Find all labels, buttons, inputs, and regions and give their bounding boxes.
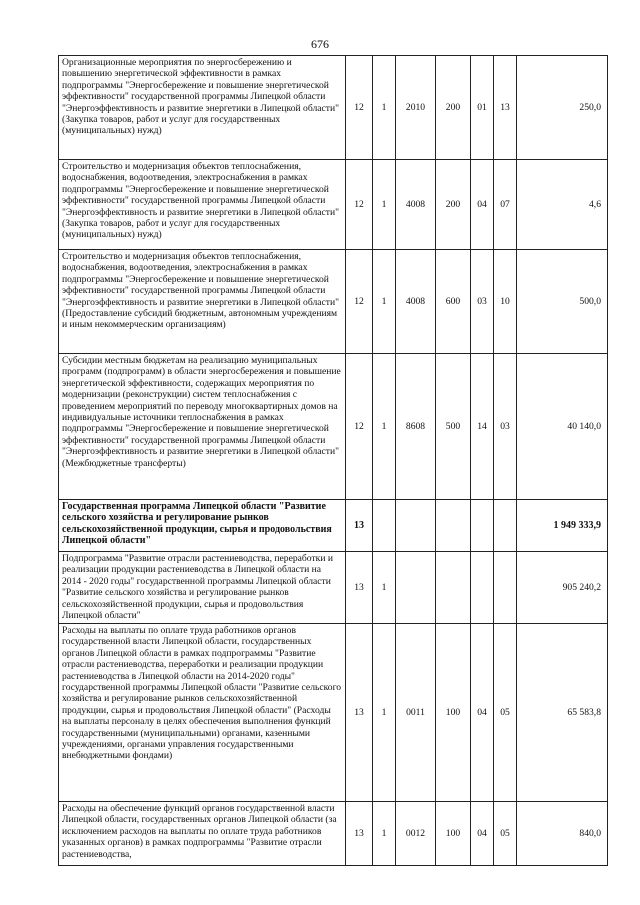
row-code-c6: 03 (494, 354, 517, 500)
row-code-c1: 12 (346, 250, 373, 354)
table-row (59, 624, 608, 802)
row-code-c1: 13 (346, 500, 373, 552)
row-code-c2: 1 (373, 802, 396, 866)
row-code-c3 (396, 500, 436, 552)
row-amount: 4,6 (517, 160, 608, 250)
row-code-c3: 4008 (396, 250, 436, 354)
row-code-c3: 8608 (396, 354, 436, 500)
row-code-c1: 12 (346, 56, 373, 160)
row-code-c4: 100 (436, 624, 471, 802)
row-code-c6 (494, 552, 517, 624)
row-code-c2: 1 (373, 354, 396, 500)
row-description: Расходы на выплаты по оплате труда работников органов государственной власти Липецкой области, государственных органов Липецкой области в рамках подпрограммы "Развитие отрасли растениеводства, переработки и реализации продукции растениеводства в Липецкой области на 2014-2020 годы" государственной программы Липецкой области "Развитие сельского хозяйства и регулирование рынков сельскохозяйственной продукции, сырья и продовольствия Липецкой области" (Расходы на выплаты персоналу в целях обеспечения выполнения функций государственными (муниципальными) органами, казенными учреждениями, органами управления государственными внебюджетными фондами) (59, 624, 346, 802)
row-code-c3 (396, 552, 436, 624)
table-row (59, 250, 608, 354)
row-amount: 1 949 333,9 (517, 500, 608, 552)
row-code-c5: 01 (471, 56, 494, 160)
table-row (59, 500, 608, 552)
row-code-c6: 05 (494, 802, 517, 866)
table-row (59, 56, 608, 160)
row-code-c4: 600 (436, 250, 471, 354)
row-code-c2: 1 (373, 56, 396, 160)
row-code-c6: 05 (494, 624, 517, 802)
page-number: 676 (311, 37, 329, 51)
row-code-c6: 10 (494, 250, 517, 354)
budget-table (58, 55, 608, 866)
row-code-c6: 07 (494, 160, 517, 250)
row-description: Расходы на обеспечение функций органов государственной власти Липецкой области, государственных органов Липецкой области (за исключением расходов на выплаты по оплате труда работников указанных органов) в рамках подпрограммы "Развитие отрасли растениеводства, (59, 802, 346, 866)
row-code-c2: 1 (373, 624, 396, 802)
row-amount: 500,0 (517, 250, 608, 354)
row-amount: 250,0 (517, 56, 608, 160)
row-code-c1: 13 (346, 802, 373, 866)
row-amount: 65 583,8 (517, 624, 608, 802)
row-code-c4: 100 (436, 802, 471, 866)
row-code-c2: 1 (373, 160, 396, 250)
row-code-c5: 04 (471, 160, 494, 250)
row-code-c4: 200 (436, 160, 471, 250)
table-row (59, 160, 608, 250)
row-code-c3: 4008 (396, 160, 436, 250)
row-code-c1: 12 (346, 160, 373, 250)
row-code-c3: 2010 (396, 56, 436, 160)
row-code-c1: 13 (346, 624, 373, 802)
row-code-c5: 03 (471, 250, 494, 354)
row-code-c4: 500 (436, 354, 471, 500)
row-description: Строительство и модернизация объектов теплоснабжения, водоснабжения, водоотведения, электроснабжения в рамках подпрограммы "Энергосбережение и повышение энергетической эффективности" государственной программы Липецкой области "Энергоэффективность и развитие энергетики в Липецкой области" (Закупка товаров, работ и услуг для государственных (муниципальных) нужд) (59, 160, 346, 250)
row-code-c3: 0012 (396, 802, 436, 866)
row-description: Организационные мероприятия по энергосбережению и повышению энергетической эффективности в рамках подпрограммы "Энергосбережение и повышение энергетической эффективности" государственной программы Липецкой области "Энергоэффективность и развитие энергетики в Липецкой области" (Закупка товаров, работ и услуг для государственных (муниципальных) нужд) (59, 56, 346, 160)
row-description: Субсидии местным бюджетам на реализацию муниципальных программ (подпрограмм) в области энергосбережения и повышение энергетической эффективности, содержащих мероприятия по модернизации (реконструкции) систем теплоснабжения с проведением мероприятий по переводу многоквартирных домов на индивидуальные источники теплоснабжения в рамках подпрограммы "Энергосбережение и повышение энергетической эффективности" государственной программы Липецкой области "Энергоэффективность и развитие энергетики в Липецкой области" (Межбюджетные трансферты) (59, 354, 346, 500)
row-description: Строительство и модернизация объектов теплоснабжения, водоснабжения, водоотведения, электроснабжения в рамках подпрограммы "Энергосбережение и повышение энергетической эффективности" государственной программы Липецкой области "Энергоэффективность и развитие энергетики в Липецкой области" (Предоставление субсидий бюджетным, автономным учреждениям и иным некоммерческим организациям) (59, 250, 346, 354)
row-code-c3: 0011 (396, 624, 436, 802)
row-code-c5: 04 (471, 802, 494, 866)
table-row (59, 802, 608, 866)
row-code-c2: 1 (373, 552, 396, 624)
table-row (59, 552, 608, 624)
row-code-c4 (436, 500, 471, 552)
row-code-c2: 1 (373, 250, 396, 354)
row-code-c4 (436, 552, 471, 624)
row-amount: 40 140,0 (517, 354, 608, 500)
row-code-c5 (471, 500, 494, 552)
row-code-c5 (471, 552, 494, 624)
row-code-c6 (494, 500, 517, 552)
row-code-c4: 200 (436, 56, 471, 160)
row-amount: 840,0 (517, 802, 608, 866)
row-amount: 905 240,2 (517, 552, 608, 624)
row-code-c1: 12 (346, 354, 373, 500)
table-row (59, 354, 608, 500)
row-description: Государственная программа Липецкой области "Развитие сельского хозяйства и регулирование рынков сельскохозяйственной продукции, сырья и продовольствия Липецкой области" (59, 500, 346, 552)
row-code-c1: 13 (346, 552, 373, 624)
row-description: Подпрограмма "Развитие отрасли растениеводства, переработки и реализации продукции растениеводства в Липецкой области на 2014 - 2020 годы" государственной программы Липецкой области "Развитие сельского хозяйства и регулирование рынков сельскохозяйственной продукции, сырья и продовольствия Липецкой области" (59, 552, 346, 624)
row-code-c5: 04 (471, 624, 494, 802)
row-code-c5: 14 (471, 354, 494, 500)
row-code-c6: 13 (494, 56, 517, 160)
row-code-c2 (373, 500, 396, 552)
